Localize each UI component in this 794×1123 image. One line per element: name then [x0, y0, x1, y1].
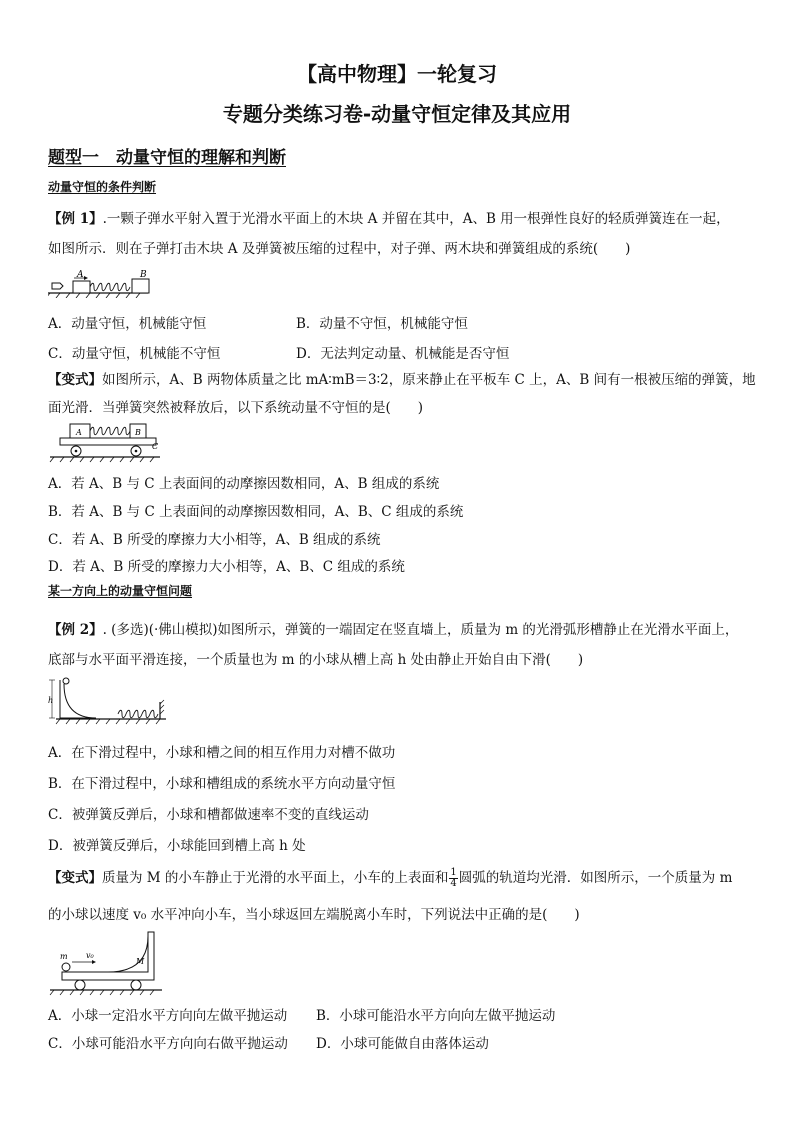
ex1-line2: 如图所示．则在子弹打击木块 A 及弹簧被压缩的过程中，对子弹、两木块和弹簧组成的系统( ) [48, 241, 631, 257]
subheading-direction: 某一方向上的动量守恒问题 [48, 584, 193, 598]
quarter-fraction: $\frac{1}{4}$ [450, 867, 457, 889]
ex2-fig-label-h: h [48, 696, 54, 705]
var2-fig-label-m: m [60, 952, 68, 961]
ex1-option-c[interactable]: C．动量守恒，机械能不守恒 [48, 346, 221, 362]
var1-figure [48, 418, 164, 466]
doc-subtitle: 专题分类练习卷-动量守恒定律及其应用 [222, 102, 572, 126]
var1-line1: 【变式】如图所示，A、B 两物体质量之比 mA∶mB＝3∶2，原来静止在平板车 C 上，A、B 间有一根被压缩的弹簧，地 [48, 372, 756, 388]
ex1-option-d[interactable]: D．无法判定动量、机械能是否守恒 [296, 346, 510, 362]
var1-fig-label-c: C [152, 442, 159, 451]
var2-line2: 的小球以速度 v₀ 水平冲向小车，当小球返回左端脱离小车时，下列说法中正确的是( ) [48, 907, 580, 923]
ex1-fig-label-b: B [140, 270, 147, 280]
ex2-line1: 【例 2】. (多选)(·佛山模拟)如图所示，弹簧的一端固定在竖直墙上，质量为 m 的光滑弧形槽静止在光滑水平面上， [48, 622, 739, 638]
ex1-figure [48, 268, 160, 298]
var1-option-c[interactable]: C．若 A、B 所受的摩擦力大小相等，A、B 组成的系统 [48, 532, 381, 548]
ex1-option-b[interactable]: B．动量不守恒，机械能守恒 [296, 316, 468, 332]
var1-fig-label-a: A [76, 428, 82, 437]
var1-option-b[interactable]: B．若 A、B 与 C 上表面间的动摩擦因数相同，A、B、C 组成的系统 [48, 504, 464, 520]
ex1-line1: 【例 1】.一颗子弹水平射入置于光滑水平面上的木块 A 并留在其中，A、B 用一根弹性良好的轻质弹簧连在一起， [48, 211, 730, 227]
ex2-option-a[interactable]: A．在下滑过程中，小球和槽之间的相互作用力对槽不做功 [48, 745, 396, 761]
section-heading: 题型一 动量守恒的理解和判断 [48, 148, 286, 168]
var2-figure [48, 928, 166, 996]
var2-option-d[interactable]: D．小球可能做自由落体运动 [316, 1036, 489, 1052]
var1-line2: 面光滑．当弹簧突然被释放后，以下系统动量不守恒的是( ) [48, 400, 424, 416]
ex2-option-d[interactable]: D．被弹簧反弹后，小球能回到槽上高 h 处 [48, 838, 306, 854]
ex2-line2: 底部与水平面平滑连接，一个质量也为 m 的小球从槽上高 h 处由静止开始自由下滑( ) [48, 652, 584, 668]
var1-option-d[interactable]: D．若 A、B 所受的摩擦力大小相等，A、B、C 组成的系统 [48, 559, 405, 575]
var2-option-a[interactable]: A．小球一定沿水平方向向左做平抛运动 [48, 1008, 288, 1024]
ex2-option-c[interactable]: C．被弹簧反弹后，小球和槽都做速率不变的直线运动 [48, 807, 369, 823]
var1-fig-label-b: B [135, 428, 141, 437]
doc-title: 【高中物理】一轮复习 [297, 62, 497, 86]
var1-option-a[interactable]: A．若 A、B 与 C 上表面间的动摩擦因数相同，A、B 组成的系统 [48, 476, 440, 492]
ex1-fig-label-a: A [77, 270, 84, 280]
var2-fig-label-M: M [136, 957, 145, 966]
subheading-condition: 动量守恒的条件判断 [48, 180, 157, 194]
ex2-option-b[interactable]: B．在下滑过程中，小球和槽组成的系统水平方向动量守恒 [48, 776, 396, 792]
ex1-option-a[interactable]: A．动量守恒，机械能守恒 [48, 316, 207, 332]
var2-option-b[interactable]: B．小球可能沿水平方向向左做平抛运动 [316, 1008, 556, 1024]
ex2-figure [48, 676, 178, 728]
var2-option-c[interactable]: C．小球可能沿水平方向向右做平抛运动 [48, 1036, 288, 1052]
var2-line1: 【变式】质量为 M 的小车静止于光滑的水平面上，小车的上表面和 $\frac{1}{4}$ 圆弧的轨道均光滑．如图所示，一个质量为 m [48, 867, 733, 889]
var2-fig-label-v0: v₀ [86, 951, 94, 960]
